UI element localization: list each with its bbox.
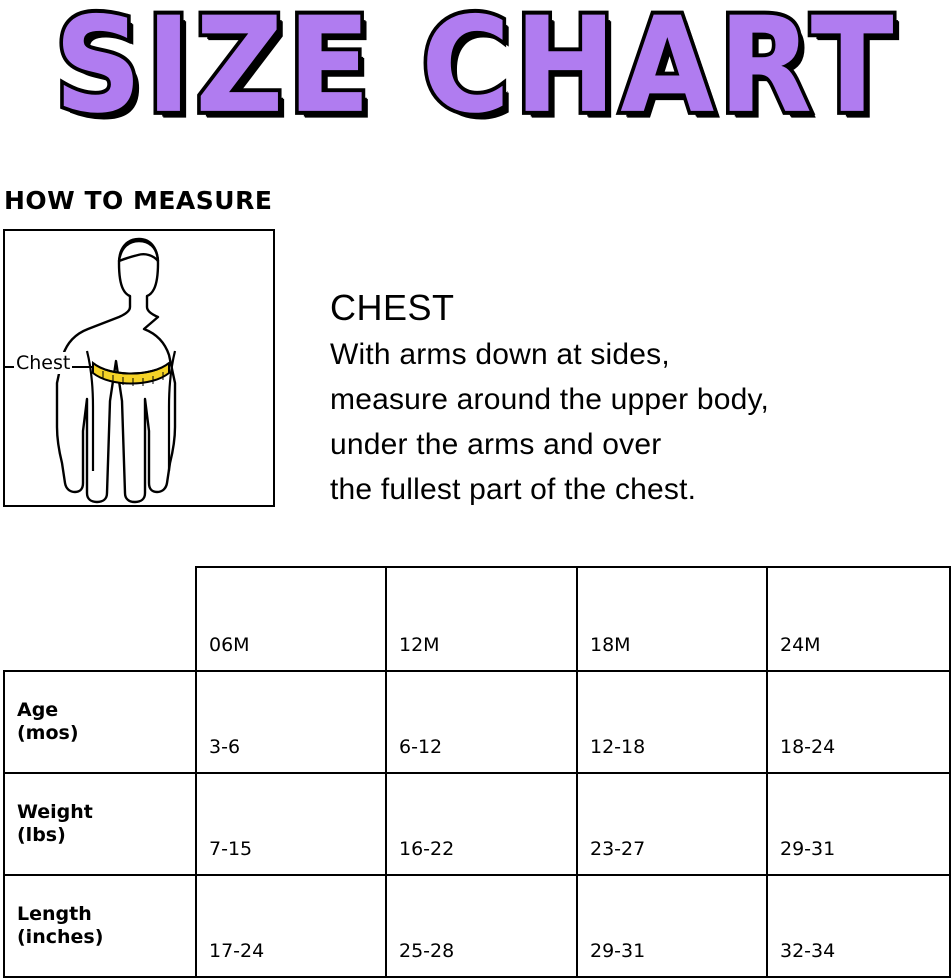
cell-weight-12m: 16-22 [386, 773, 577, 875]
row-header-weight-line1: Weight [17, 801, 93, 823]
table-header-row [4, 567, 950, 671]
cell-length-06m: 17-24 [196, 875, 386, 977]
row-header-length-line2: (inches) [17, 926, 104, 948]
table-row [4, 875, 950, 977]
cell-weight-18m: 23-27 [577, 773, 767, 875]
cell-age-18m: 12-18 [577, 671, 767, 773]
chest-heading: CHEST [330, 287, 455, 328]
row-header-age [4, 671, 196, 773]
row-header-age-line1: Age [17, 699, 59, 721]
how-to-measure-heading: HOW TO MEASURE [4, 186, 273, 215]
column-header-18m: 18M [577, 567, 767, 671]
table-row [4, 773, 950, 875]
column-header-12m: 12M [386, 567, 577, 671]
cell-length-12m: 25-28 [386, 875, 577, 977]
column-header-06m: 06M [196, 567, 386, 671]
row-header-weight [4, 773, 196, 875]
chest-description [330, 286, 945, 512]
cell-age-24m: 18-24 [767, 671, 950, 773]
chest-instruction-line-2: measure around the upper body, [330, 383, 770, 416]
cell-length-18m: 29-31 [577, 875, 767, 977]
column-header-24m: 24M [767, 567, 950, 671]
chest-instruction-line-1: With arms down at sides, [330, 338, 670, 371]
table-row [4, 671, 950, 773]
cell-length-24m: 32-34 [767, 875, 950, 977]
chest-instructions [330, 332, 945, 512]
chest-instruction-line-4: the fullest part of the chest. [330, 473, 697, 506]
page-title: SIZE CHART [54, 0, 898, 143]
cell-weight-24m: 29-31 [767, 773, 950, 875]
table-corner-cell [4, 567, 196, 671]
chest-callout-label: Chest [16, 352, 71, 374]
size-table [3, 566, 951, 978]
row-header-age-line2: (mos) [17, 722, 79, 744]
row-header-weight-line2: (lbs) [17, 824, 66, 846]
chest-instruction-line-3: under the arms and over [330, 428, 662, 461]
cell-age-06m: 3-6 [196, 671, 386, 773]
row-header-length [4, 875, 196, 977]
cell-weight-06m: 7-15 [196, 773, 386, 875]
cell-age-12m: 6-12 [386, 671, 577, 773]
page-title-banner [0, 0, 952, 150]
row-header-length-line1: Length [17, 903, 92, 925]
